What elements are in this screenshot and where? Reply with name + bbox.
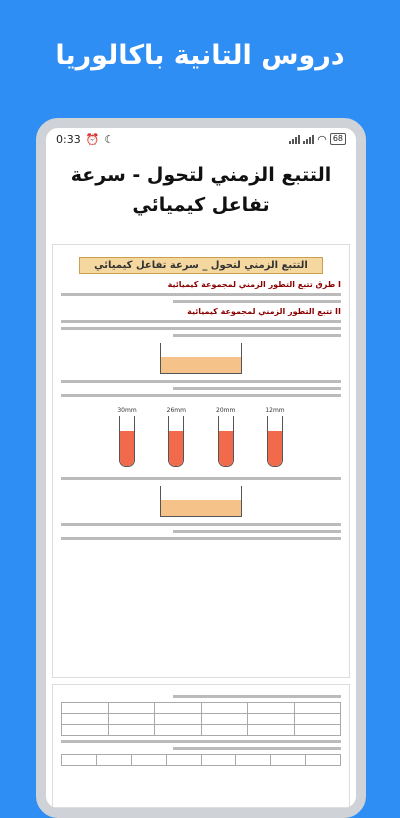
tube-label: 12mm: [265, 407, 285, 414]
data-table-2: [61, 754, 341, 766]
test-tube: [265, 407, 284, 467]
text-line: [173, 387, 341, 390]
burette-diagram: [160, 486, 242, 517]
status-bar: [46, 128, 356, 150]
test-tube: [216, 407, 235, 467]
text-line: [61, 293, 341, 296]
signal-icon: [289, 135, 300, 144]
signal-icon-2: [303, 135, 314, 144]
test-tube: [117, 407, 136, 467]
battery-icon: 68: [330, 133, 346, 145]
status-right: [289, 133, 346, 146]
data-table: [61, 702, 341, 736]
text-line: [61, 380, 341, 383]
lesson-title: التتبع الزمني لتحول - سرعة تفاعل كيميائي: [70, 164, 332, 216]
text-line: [61, 537, 341, 540]
text-line: [173, 747, 341, 750]
text-line: [61, 740, 341, 743]
text-line: [61, 477, 341, 480]
wifi-icon: ◠: [317, 132, 327, 146]
document-section-1: I طرق تتبع التطور الزمني لمجموعة كيميائية: [167, 280, 341, 289]
status-time: 0:33: [56, 132, 81, 146]
document-section-2: II تتبع التطور الزمني لمجموعة كيميائية: [187, 307, 341, 316]
tube-label: 26mm: [166, 407, 186, 414]
document-header: التتبع الزمني لتحول _ سرعة تفاعل كيميائي: [79, 257, 323, 274]
status-left: [56, 133, 114, 146]
test-tubes-diagram: [61, 407, 341, 467]
document-page[interactable]: [52, 244, 350, 678]
text-line: [173, 695, 341, 698]
alarm-icon: ⏰: [85, 132, 100, 146]
tube-label: 30mm: [117, 407, 137, 414]
app-banner-title: دروس التانية باكالوريا: [55, 40, 345, 71]
phone-frame: [36, 118, 366, 818]
text-line: [61, 327, 341, 330]
text-line: [61, 320, 341, 323]
text-line: [173, 300, 341, 303]
text-line: [173, 530, 341, 533]
text-line: [173, 334, 341, 337]
text-line: [61, 523, 341, 526]
moon-icon: ☾: [104, 132, 115, 146]
document-page-2[interactable]: [52, 684, 350, 808]
text-line: [61, 394, 341, 397]
tube-label: 20mm: [216, 407, 236, 414]
beaker-diagram: [160, 343, 242, 374]
test-tube: [167, 407, 186, 467]
